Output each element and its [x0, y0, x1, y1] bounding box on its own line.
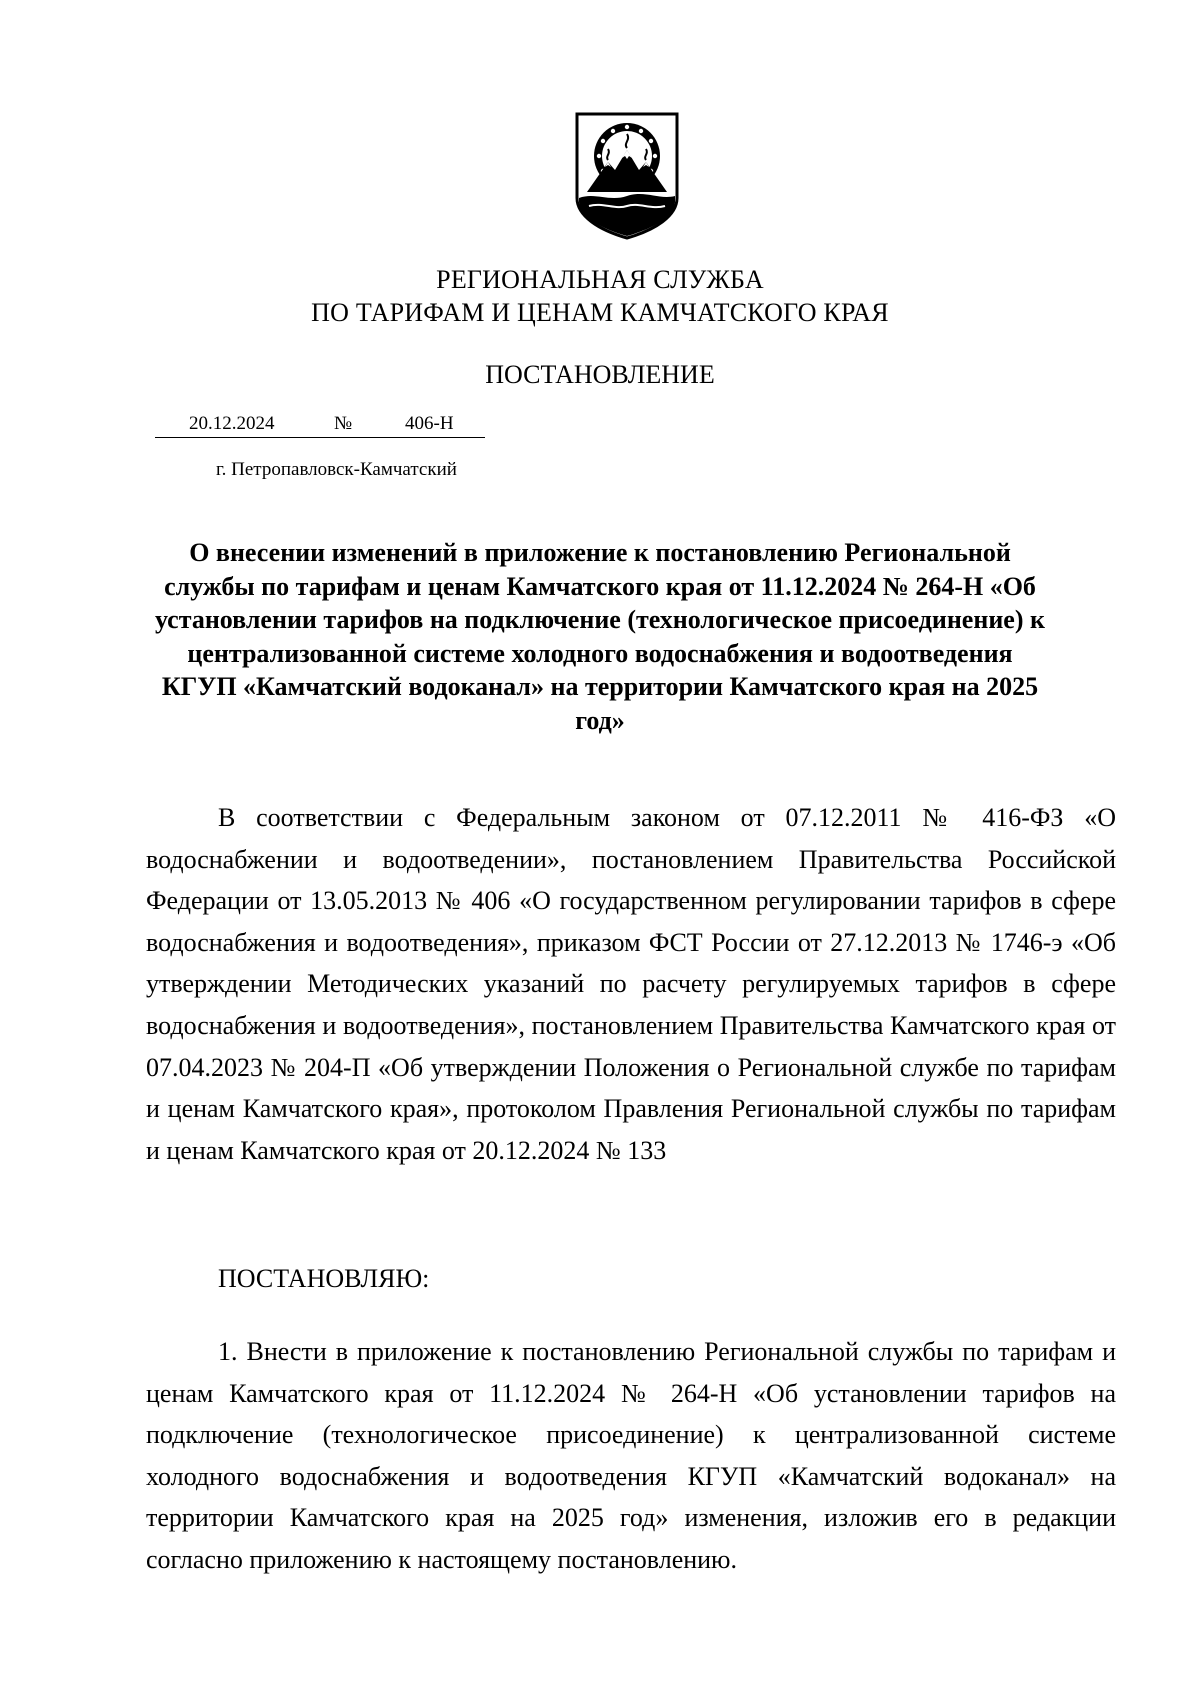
registration-line [155, 412, 485, 440]
preamble-paragraph: В соответствии с Федеральным законом от 07.12.2011 № 416-ФЗ «О водоснабжении и водоотведении», постановлением Правительства Российской Федерации от 13.05.2013 № 406 «О государственном регулировании тарифов в сфере водоснабжения и водоотведения», приказом ФСТ России от 27.12.2013 № 1746-э «Об утверждении Методических указаний по расчету регулируемых тарифов в сфере водоснабжения и водоотведения», постановлением Правительства Камчатского края от 07.04.2023 № 204-П «Об утверждении Положения о Региональной службе по тарифам и ценам Камчатского края», протоколом Правления Региональной службы по тарифам и ценам Камчатского края от 20.12.2024 № 133 [146, 803, 1116, 1165]
kamchatka-coat-of-arms-icon [575, 112, 679, 240]
number-sign: № [334, 413, 353, 434]
decree-item-1: 1. Внести в приложение к постановлению Региональной службы по тарифам и ценам Камчатского края от 11.12.2024 № 264-Н «Об установлении тарифов на подключение (технологическое присоединение) к централизованной системе холодного водоснабжения и водоотведения КГУП «Камчатский водоканал» на территории Камчатского края на 2025 год» изменения, изложив его в редакции согласно приложению к настоящему постановлению. [146, 1337, 1116, 1574]
agency-name-line-2: ПО ТАРИФАМ И ЦЕНАМ КАМЧАТСКОГО КРАЯ [311, 298, 889, 327]
document-date: 20.12.2024 [189, 413, 275, 434]
decree-operative-word: ПОСТАНОВЛЯЮ: [218, 1264, 430, 1293]
registration-underline [155, 437, 485, 438]
document-subject-heading: О внесении изменений в приложение к постановлению Региональной службы по тарифам и ценам Камчатского края от 11.12.2024 № 264-Н «Об установлении тарифов на подключение (технологическое присоединение) к централизованной системе холодного водоснабжения и водоотведения КГУП «Камчатский водоканал» на территории Камчатского края на 2025 год» [154, 538, 1045, 735]
document-type-title: ПОСТАНОВЛЕНИЕ [485, 360, 715, 389]
document-number: 406-Н [405, 413, 454, 434]
document-city: г. Петропавловск-Камчатский [216, 459, 457, 480]
agency-name-line-1: РЕГИОНАЛЬНАЯ СЛУЖБА [436, 265, 764, 294]
